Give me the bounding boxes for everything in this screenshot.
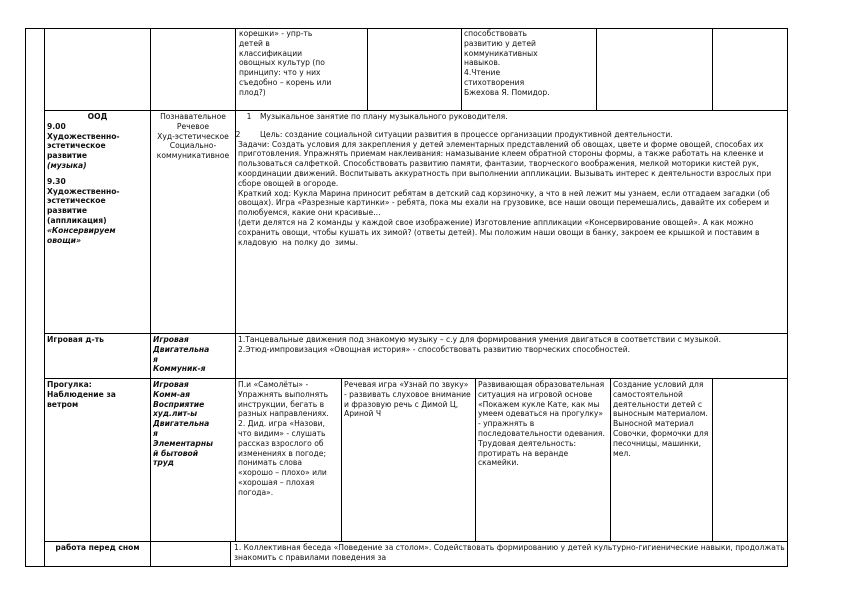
ood-time-2: 9.30 (47, 176, 66, 186)
sleep-content-cell (234, 543, 788, 565)
type-item: Игровая (153, 380, 189, 389)
column-divider (230, 541, 231, 566)
table-top-border (25, 28, 788, 29)
cell-line: плод?) (239, 87, 266, 97)
cell-line: корешки» - упр-ть (239, 29, 313, 38)
games-cell (239, 29, 365, 98)
type-item: Восприятие (153, 399, 205, 409)
sleep-label-cell (47, 543, 148, 565)
play-title: Игровая д-ть (47, 335, 104, 344)
ood-label-cell (47, 112, 148, 245)
column-divider (712, 28, 713, 110)
walk-games-cell (238, 380, 339, 498)
play-label-cell (47, 335, 148, 345)
column-divider (610, 378, 611, 541)
table-bottom-border (25, 566, 788, 567)
ood-area-1-type: (музыка) (47, 160, 87, 170)
walk-types-cell (153, 380, 233, 468)
type-item: Комм-ая (153, 389, 190, 399)
walk-conditions-cell (613, 380, 710, 458)
cell-line: съедобно – корень или (239, 77, 332, 87)
column-divider (150, 28, 151, 566)
play-text-2: 2.Этюд-импровизация «Овощная история» - способствовать развитию творческих способностей. (238, 344, 631, 354)
walk-games-text: П.и «Самолёты» - Упражнять выполнять инструкции, бегать в разных направлениях. 2. Дид. игра «Назови, что видим» - слушать рассказ взрослого об изменениях в погоде; понимать слова «хорошо – плохо» или «хорошая – плохая погода». (238, 380, 329, 497)
walk-speech-cell (344, 380, 473, 419)
type-item: я (153, 428, 158, 438)
cell-line: детей в (239, 38, 270, 48)
column-divider (461, 28, 462, 110)
area-item: Речевое (176, 121, 210, 131)
column-divider (712, 378, 713, 541)
ood-course: Краткий ход: Кукла Марина приносит ребятам в детский сад корзиночку, а что в ней лежит мы узнаем, если отгадаем загадки (об овощах). Игра «Разрезные картинки» - ребята, пока мы ехали на грузовике, все наши овощи перемешались, давайте их соберем и полюбуемся, какие они красивые… (238, 188, 773, 218)
area-item: Худ-эстетическое (157, 131, 229, 141)
row-divider (44, 333, 788, 334)
type-item: труд (153, 458, 174, 468)
ood-item-1 (238, 112, 784, 122)
row-divider (44, 110, 788, 111)
walk-conditions-text: Создание условий для самостоятельной деятельности детей с выносным материалом. Выносной материал Совочки, формочки для песочницы, машинки, мел. (613, 380, 711, 458)
item-text: Музыкальное занятие по плану музыкального руководителя. (260, 112, 508, 121)
ood-topic: «Консервируем овощи» (47, 225, 119, 245)
type-item: Коммуник-я (153, 364, 206, 374)
ood-area-2: Художественно-эстетическое развитие (47, 186, 120, 216)
cell-line: классификации (239, 48, 303, 58)
cell-line: Бжехова Я. Помидор. (464, 87, 550, 97)
item-number: 2 (235, 129, 241, 139)
ood-item-2 (235, 129, 784, 140)
walk-situation-text: Развивающая образовательная ситуация на игровой основе «Покажем кукле Кате, как мы умеем одеваться на прогулку» - упражнять в последовательности одевания. Трудовая деятельность: протирать на веранде скамейки. (478, 380, 605, 468)
play-type-cell (153, 335, 233, 374)
type-item: й бытовой (153, 448, 199, 458)
area-item: Познавательное (160, 112, 226, 121)
cell-line: развитию у детей (464, 38, 536, 48)
column-divider (341, 378, 342, 541)
area-item: Социально-коммуникативное (156, 141, 230, 161)
reading-cell (464, 29, 594, 98)
ood-course-cont: (дети делятся на 2 команды у каждой свое изображение) Изготовление аппликации «Консервирование овощей». А как можно сохранить овощи, чтобы кушать их зимой? (ответы детей). Мы положим наши овощи в банку, закроем ее крышкой и поставим в кладовую на полку до зимы. (238, 217, 762, 247)
sleep-text: 1. Коллективная беседа «Поведение за столом». Содействовать формированию у детей культурно-гигиенические навыки, продолжать знакомить с правилами поведения за (234, 543, 788, 562)
type-item: Двигательна (153, 344, 210, 354)
ood-title: ООД (87, 112, 108, 121)
table-left-border (25, 28, 26, 566)
type-item: Двигательна (153, 419, 210, 429)
cell-line: овощных культур (по (239, 58, 325, 68)
row-divider (44, 541, 788, 542)
ood-area-2-type: (аппликация) (47, 215, 107, 225)
type-item: худ.лит-ы (153, 409, 198, 419)
row-divider (44, 378, 788, 379)
ood-area-1: Художественно-эстетическое развитие (47, 131, 120, 161)
ood-tasks: Задачи: Создать условия для закрепления у детей элементарных представлений об овощах, цвете и форме овощей, способах их приготовления. Упражнять приемам наклеивания: намазывание клеем обратной стороны формы, а также работать на клеенке и пользоваться салфеткой. Способствовать развитию памяти, фантазии, творческого воображения, мелкой моторики кистей рук, координации движений. Воспитывать аккуратность при выполнении аппликации. Вызывать интерес к деятельности взрослых при сборе овощей в огороде. (238, 139, 774, 188)
table-right-border (787, 28, 788, 566)
play-content-cell (238, 335, 784, 355)
walk-situation-cell (478, 380, 608, 468)
cell-line: способствовать (464, 29, 528, 38)
type-item: Игровая (153, 335, 189, 344)
play-text-1: 1.Танцевальные движения под знакомую музыку – с.у для формирования умения двигаться в соответствии с музыкой. (238, 335, 722, 344)
ood-time-1: 9.00 (47, 121, 66, 131)
cell-line: коммуникативных (464, 48, 538, 58)
sleep-title: работа перед сном (55, 543, 140, 552)
ood-areas-cell (153, 112, 233, 161)
walk-label-cell (47, 380, 148, 409)
ood-content-cell (235, 112, 784, 247)
column-divider (596, 28, 597, 110)
column-divider (475, 378, 476, 541)
cell-line: стихотворения (464, 77, 525, 87)
column-divider (44, 28, 45, 566)
cell-line: 4.Чтение (464, 68, 501, 78)
cell-line: навыков. (464, 58, 501, 68)
item-number: 1 (246, 112, 252, 121)
column-divider (235, 28, 236, 541)
type-item: я (153, 354, 158, 364)
item-text: Цель: создание социальной ситуации развития в процессе организации продуктивной деятельности. (260, 129, 673, 139)
cell-line: принципу: что у них (239, 68, 321, 78)
walk-title: Прогулка: Наблюдение за ветром (47, 380, 119, 409)
type-item: Элементарны (153, 438, 213, 448)
column-divider (367, 28, 368, 110)
walk-speech-text: Речевая игра «Узнай по звуку» - развивать слуховое внимание и фразовую речь с Димой Ц, Ариной Ч (344, 380, 474, 419)
